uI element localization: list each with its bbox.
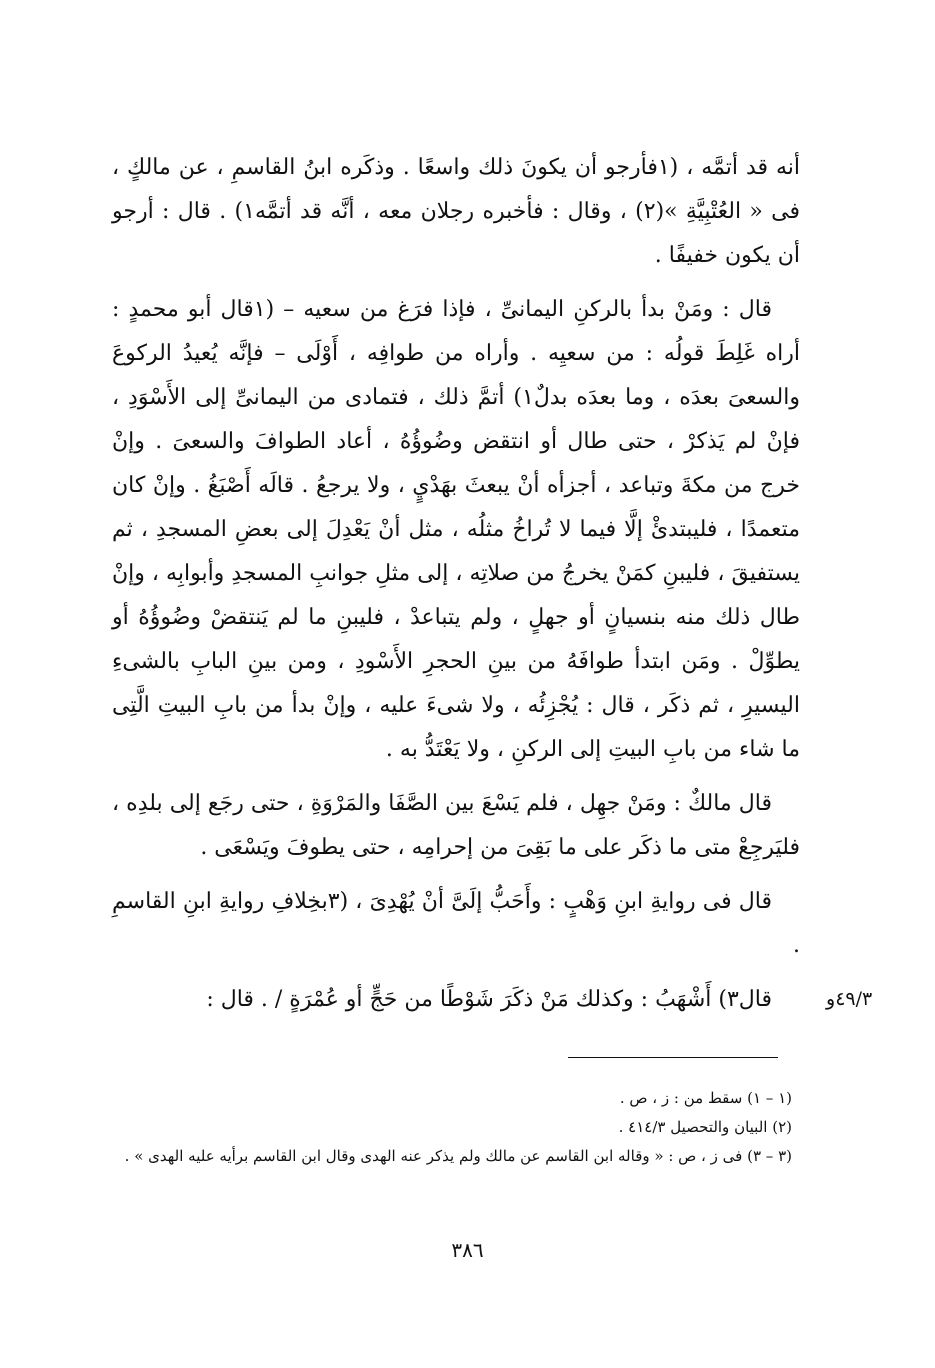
paragraph-5: قال٣) أَشْهَبُ : وكذلك مَنْ ذكَرَ شَوْطًا من حَجٍّ أو عُمْرَةٍ / . قال : [206, 987, 772, 1012]
footnote-3: (٣ – ٣) فى ز ، ص : « وقاله ابن القاسم عن مالك ولم يذكر عنه الهدى وقال ابن القاسم برأيه عليه الهدى » . [124, 1147, 792, 1165]
paragraph-4: قال فى روايةِ ابنِ وَهْبٍ : وأَحَبُّ إلَىَّ أنْ يُهْدِىَ ، (٣بخِلافِ روايةِ ابنِ القاسمِ . [112, 889, 800, 958]
paragraph-1: أنه قد أتمَّه ، (١فأرجو أن يكونَ ذلك واسعًا . وذكَره ابنُ القاسمِ ، عن مالكٍ ، فى « العُتْبِيَّةِ »(٢) ، وقال : فأخبره رجلان معه ، أنَّه قد أتمَّه١) . قال : أرجو أن يكون خفيفًا . [112, 155, 800, 268]
footnote-2: (٢) البيان والتحصيل ٤١٤/٣ . [618, 1118, 792, 1136]
paragraph-2: قال : ومَنْ بدأ بالركنِ اليمانىِّ ، فإذا فرَغ من سعيه – (١قال أبو محمدٍ : أراه غَلِطَ قولُه : من سعيِه . وأراه من طوافِه ، أَوْلَى – فإنَّه يُعيدُ الركوعَ والسعىَ بعدَه ، وما بعدَه بدلٌ١) أتمَّ ذلك ، فتمادى من اليمانىِّ إلى الأَسْوَدِ ، فإنْ لم يَذكرْ ، حتى طال أو انتقض وضُوؤُهُ ، أعاد الطوافَ والسعىَ . وإنْ خرج من مكةَ وتباعد ، أجزأه أنْ يبعثَ بهَدْيٍ ، ولا يرجعُ . قالَه أَصْبَغُ . وإنْ كان متعمدًا ، فليبتدئْ إلَّا فيما لا تُراخُ مثلُه ، مثل أنْ يَعْدِلَ إلى بعضِ المسجدِ ، ثم يستفيقَ ، فليبنِ كمَنْ يخرجُ من صلاتِه ، إلى مثلِ جوانبِ المسجدِ وأبوابِه ، وإنْ طال ذلك منه بنسيانٍ أو جهلٍ ، ولم يتباعدْ ، فليبنِ ما لم يَنتقضْ وضُوؤُهُ أو يطوِّلْ . ومَن ابتدأ طوافَهُ من بينِ الحجرِ الأَسْودِ ، ومن بينِ البابِ بالشىءِ اليسيرِ ، ثم ذكَر ، قال : يُجْزِئُه ، ولا شىءَ عليه ، وإنْ بدأ من بابِ البيتِ الَّتِى ما شاء من بابِ البيتِ إلى الركنِ ، ولا يَعْتَدُّ به . [112, 297, 800, 762]
manuscript-folio-marker: ٤٩/٣و [826, 988, 873, 1010]
page-number: ٣٨٦ [451, 1238, 484, 1262]
paragraph-3: قال مالكٌ : ومَنْ جهِل ، فلم يَسْعَ بين الصَّفَا والمَرْوَةِ ، حتى رجَع إلى بلدِه ، فليَرجِعْ متى ما ذكَر على ما بَقِىَ من إحرامِه ، حتى يطوفَ ويَسْعَى . [112, 791, 800, 860]
main-text [112, 146, 800, 1032]
footnote-divider [568, 1057, 778, 1058]
footnotes [112, 1084, 792, 1171]
footnote-1: (١ – ١) سقط من : ز ، ص . [619, 1089, 792, 1107]
